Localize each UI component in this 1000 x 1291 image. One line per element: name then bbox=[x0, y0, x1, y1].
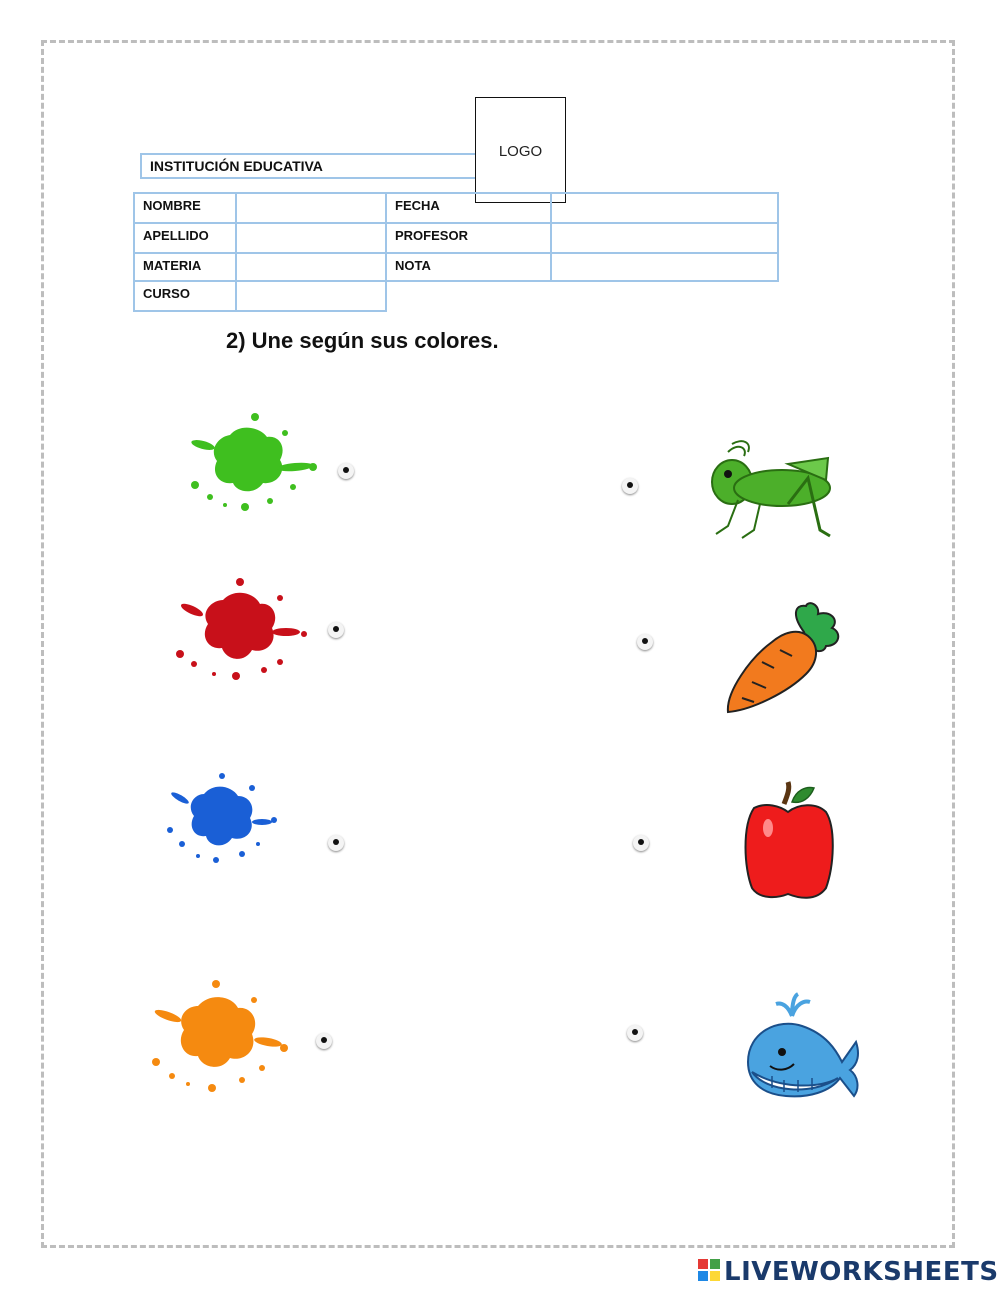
curso-field[interactable] bbox=[235, 280, 387, 312]
profesor-label: PROFESOR bbox=[395, 228, 468, 243]
nota-field[interactable] bbox=[550, 252, 779, 282]
institution-field bbox=[140, 153, 478, 179]
green-splash-icon bbox=[175, 405, 325, 520]
right-dot-3[interactable] bbox=[633, 835, 649, 851]
whale-icon bbox=[742, 992, 860, 1104]
apellido-label-cell bbox=[133, 222, 237, 254]
apellido-label: APELLIDO bbox=[143, 228, 209, 243]
fecha-label: FECHA bbox=[395, 198, 440, 213]
curso-label-cell bbox=[133, 280, 237, 312]
nombre-label: NOMBRE bbox=[143, 198, 201, 213]
logo-label: LOGO bbox=[498, 143, 543, 160]
materia-label-cell bbox=[133, 252, 237, 282]
nota-label: NOTA bbox=[395, 258, 431, 273]
right-dot-4[interactable] bbox=[627, 1025, 643, 1041]
blue-splash-icon bbox=[162, 768, 282, 868]
apple-icon bbox=[744, 782, 834, 900]
curso-label: CURSO bbox=[143, 286, 190, 301]
carrot-icon bbox=[722, 602, 842, 714]
liveworksheets-logo-icon bbox=[698, 1259, 720, 1281]
profesor-label-cell bbox=[385, 222, 552, 254]
orange-splash-icon bbox=[146, 972, 291, 1102]
fecha-label-cell bbox=[385, 192, 552, 224]
left-dot-2[interactable] bbox=[328, 622, 344, 638]
left-dot-1[interactable] bbox=[338, 463, 354, 479]
nota-label-cell bbox=[385, 252, 552, 282]
grasshopper-icon bbox=[708, 438, 838, 546]
materia-label: MATERIA bbox=[143, 258, 202, 273]
logo-placeholder bbox=[475, 97, 566, 203]
right-dot-2[interactable] bbox=[637, 634, 653, 650]
left-dot-3[interactable] bbox=[328, 835, 344, 851]
right-dot-1[interactable] bbox=[622, 478, 638, 494]
profesor-field[interactable] bbox=[550, 222, 779, 254]
red-splash-icon bbox=[168, 572, 313, 687]
nombre-field[interactable] bbox=[235, 192, 387, 224]
materia-field[interactable] bbox=[235, 252, 387, 282]
instruction-text: 2) Une según sus colores. bbox=[226, 328, 499, 353]
apellido-field[interactable] bbox=[235, 222, 387, 254]
fecha-field[interactable] bbox=[550, 192, 779, 224]
institution-label: INSTITUCIÓN EDUCATIVA bbox=[150, 158, 323, 174]
nombre-label-cell bbox=[133, 192, 237, 224]
liveworksheets-brand: LIVEWORKSHEETS bbox=[724, 1257, 999, 1287]
left-dot-4[interactable] bbox=[316, 1033, 332, 1049]
